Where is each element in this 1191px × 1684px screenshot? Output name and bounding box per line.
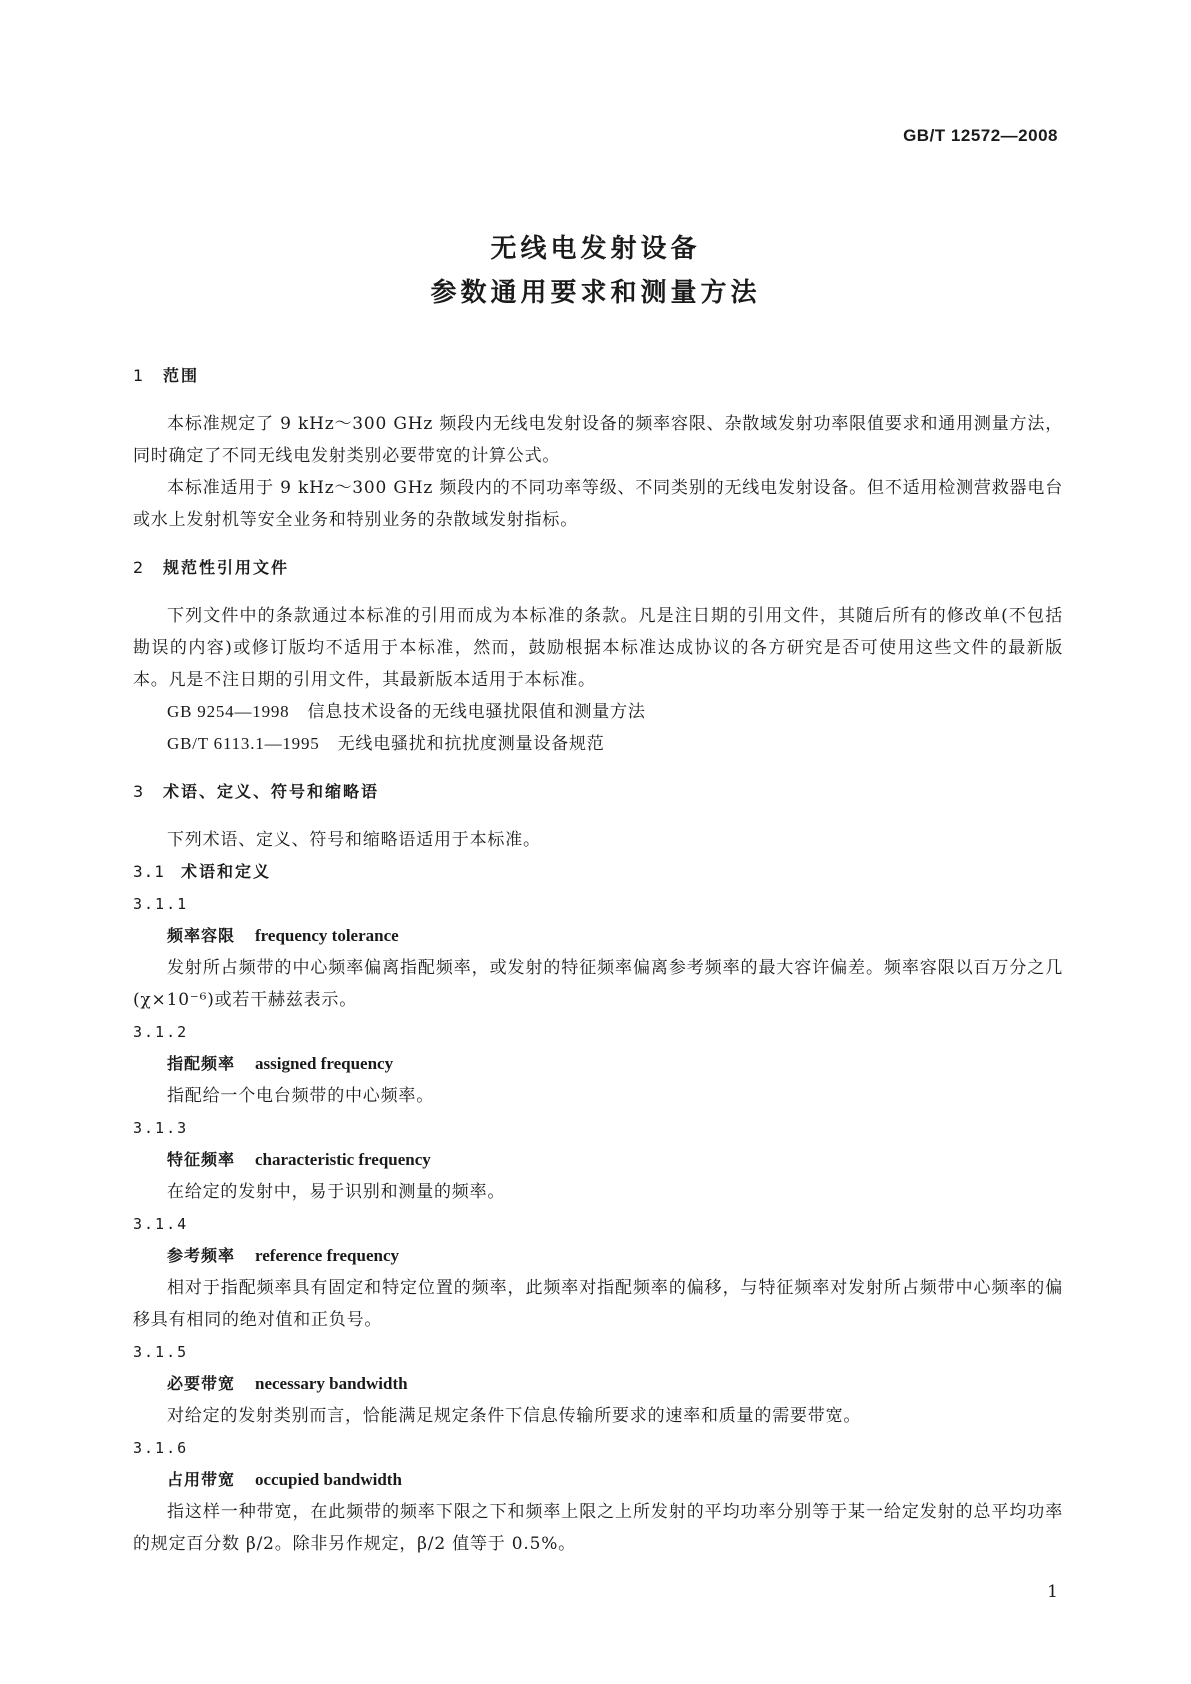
normative-references-paragraph: 下列文件中的条款通过本标准的引用而成为本标准的条款。凡是注日期的引用文件，其随后所有的修改单(不包括勘误的内容)或修订版均不适用于本标准，然而，鼓励根据本标准达成协议的各方研究是否可使用这些文件的最新版本。凡是不注日期的引用文件，其最新版本适用于本标准。: [133, 606, 1063, 690]
section-title: 范围: [163, 366, 200, 385]
term-number: 3.1.6: [133, 1439, 189, 1457]
term-chinese: 占用带宽: [167, 1470, 236, 1489]
section-number: 3: [133, 782, 146, 801]
term-definition: 发射所占频带的中心频率偏离指配频率，或发射的特征频率偏离参考频率的最大容许偏差。频率容限以百万分之几(χ×10⁻⁶)或若干赫兹表示。: [133, 958, 1063, 1010]
term-definition: 指这样一种带宽，在此频带的频率下限之下和频率上限之上所发射的平均功率分别等于某一给定发射的总平均功率的规定百分数 β/2。除非另作规定，β/2 值等于 0.5%。: [133, 1502, 1063, 1554]
reference-title: 无线电骚扰和抗扰度测量设备规范: [337, 734, 605, 754]
section-3-heading: [133, 776, 1063, 808]
section-2-heading: [133, 552, 1063, 584]
standard-code: GB/T 12572—2008: [903, 126, 1058, 145]
reference-code: GB/T 6113.1—1995: [167, 734, 320, 753]
term-number: 3.1.1: [133, 895, 189, 913]
term-english: necessary bandwidth: [255, 1374, 408, 1393]
document-body: [133, 360, 1063, 1560]
term-number: 3.1.2: [133, 1023, 189, 1041]
section-title: 术语、定义、符号和缩略语: [163, 782, 380, 801]
term-number: 3.1.4: [133, 1215, 189, 1233]
section-title: 规范性引用文件: [163, 558, 290, 577]
term-heading: [133, 1240, 1063, 1272]
term-heading: [133, 920, 1063, 952]
term-heading: [133, 1048, 1063, 1080]
subsection-number: 3.1: [133, 862, 165, 881]
page-number: 1: [1047, 1582, 1058, 1602]
term-number: 3.1.5: [133, 1343, 189, 1361]
term-definition: 指配给一个电台频带的中心频率。: [167, 1086, 434, 1106]
term-chinese: 特征频率: [167, 1150, 236, 1169]
term-heading: [133, 1464, 1063, 1496]
scope-paragraph-2: 本标准适用于 9 kHz～300 GHz 频段内的不同功率等级、不同类别的无线电发射设备。但不适用检测营救器电台或水上发射机等安全业务和特别业务的杂散域发射指标。: [133, 478, 1063, 530]
reference-item: [133, 696, 1063, 728]
reference-title: 信息技术设备的无线电骚扰限值和测量方法: [307, 702, 646, 722]
term-english: occupied bandwidth: [255, 1470, 402, 1489]
term-definition: 对给定的发射类别而言，恰能满足规定条件下信息传输所要求的速率和质量的需要带宽。: [167, 1406, 862, 1426]
term-chinese: 指配频率: [167, 1054, 236, 1073]
term-heading: [133, 1368, 1063, 1400]
term-chinese: 必要带宽: [167, 1374, 236, 1393]
term-chinese: 频率容限: [167, 926, 236, 945]
reference-item: [133, 728, 1063, 760]
term-english: characteristic frequency: [255, 1150, 431, 1169]
reference-code: GB 9254—1998: [167, 702, 290, 721]
terms-intro-paragraph: 下列术语、定义、符号和缩略语适用于本标准。: [167, 830, 541, 850]
term-english: reference frequency: [255, 1246, 399, 1265]
term-chinese: 参考频率: [167, 1246, 236, 1265]
term-number: 3.1.3: [133, 1119, 189, 1137]
subsection-title: 术语和定义: [181, 862, 272, 881]
term-english: frequency tolerance: [255, 926, 399, 945]
term-heading: [133, 1144, 1063, 1176]
term-definition: 在给定的发射中，易于识别和测量的频率。: [167, 1182, 506, 1202]
document-title-line2: 参数通用要求和测量方法: [430, 278, 761, 308]
subsection-heading: [133, 856, 1063, 888]
term-definition: 相对于指配频率具有固定和特定位置的频率，此频率对指配频率的偏移，与特征频率对发射所占频带中心频率的偏移具有相同的绝对值和正负号。: [133, 1278, 1063, 1330]
document-title-line1: 无线电发射设备: [490, 234, 701, 264]
section-1-heading: [133, 360, 1063, 392]
section-number: 1: [133, 366, 146, 385]
term-english: assigned frequency: [255, 1054, 394, 1073]
section-number: 2: [133, 558, 146, 577]
scope-paragraph-1: 本标准规定了 9 kHz～300 GHz 频段内无线电发射设备的频率容限、杂散域发射功率限值要求和通用测量方法，同时确定了不同无线电发射类别必要带宽的计算公式。: [133, 414, 1063, 466]
